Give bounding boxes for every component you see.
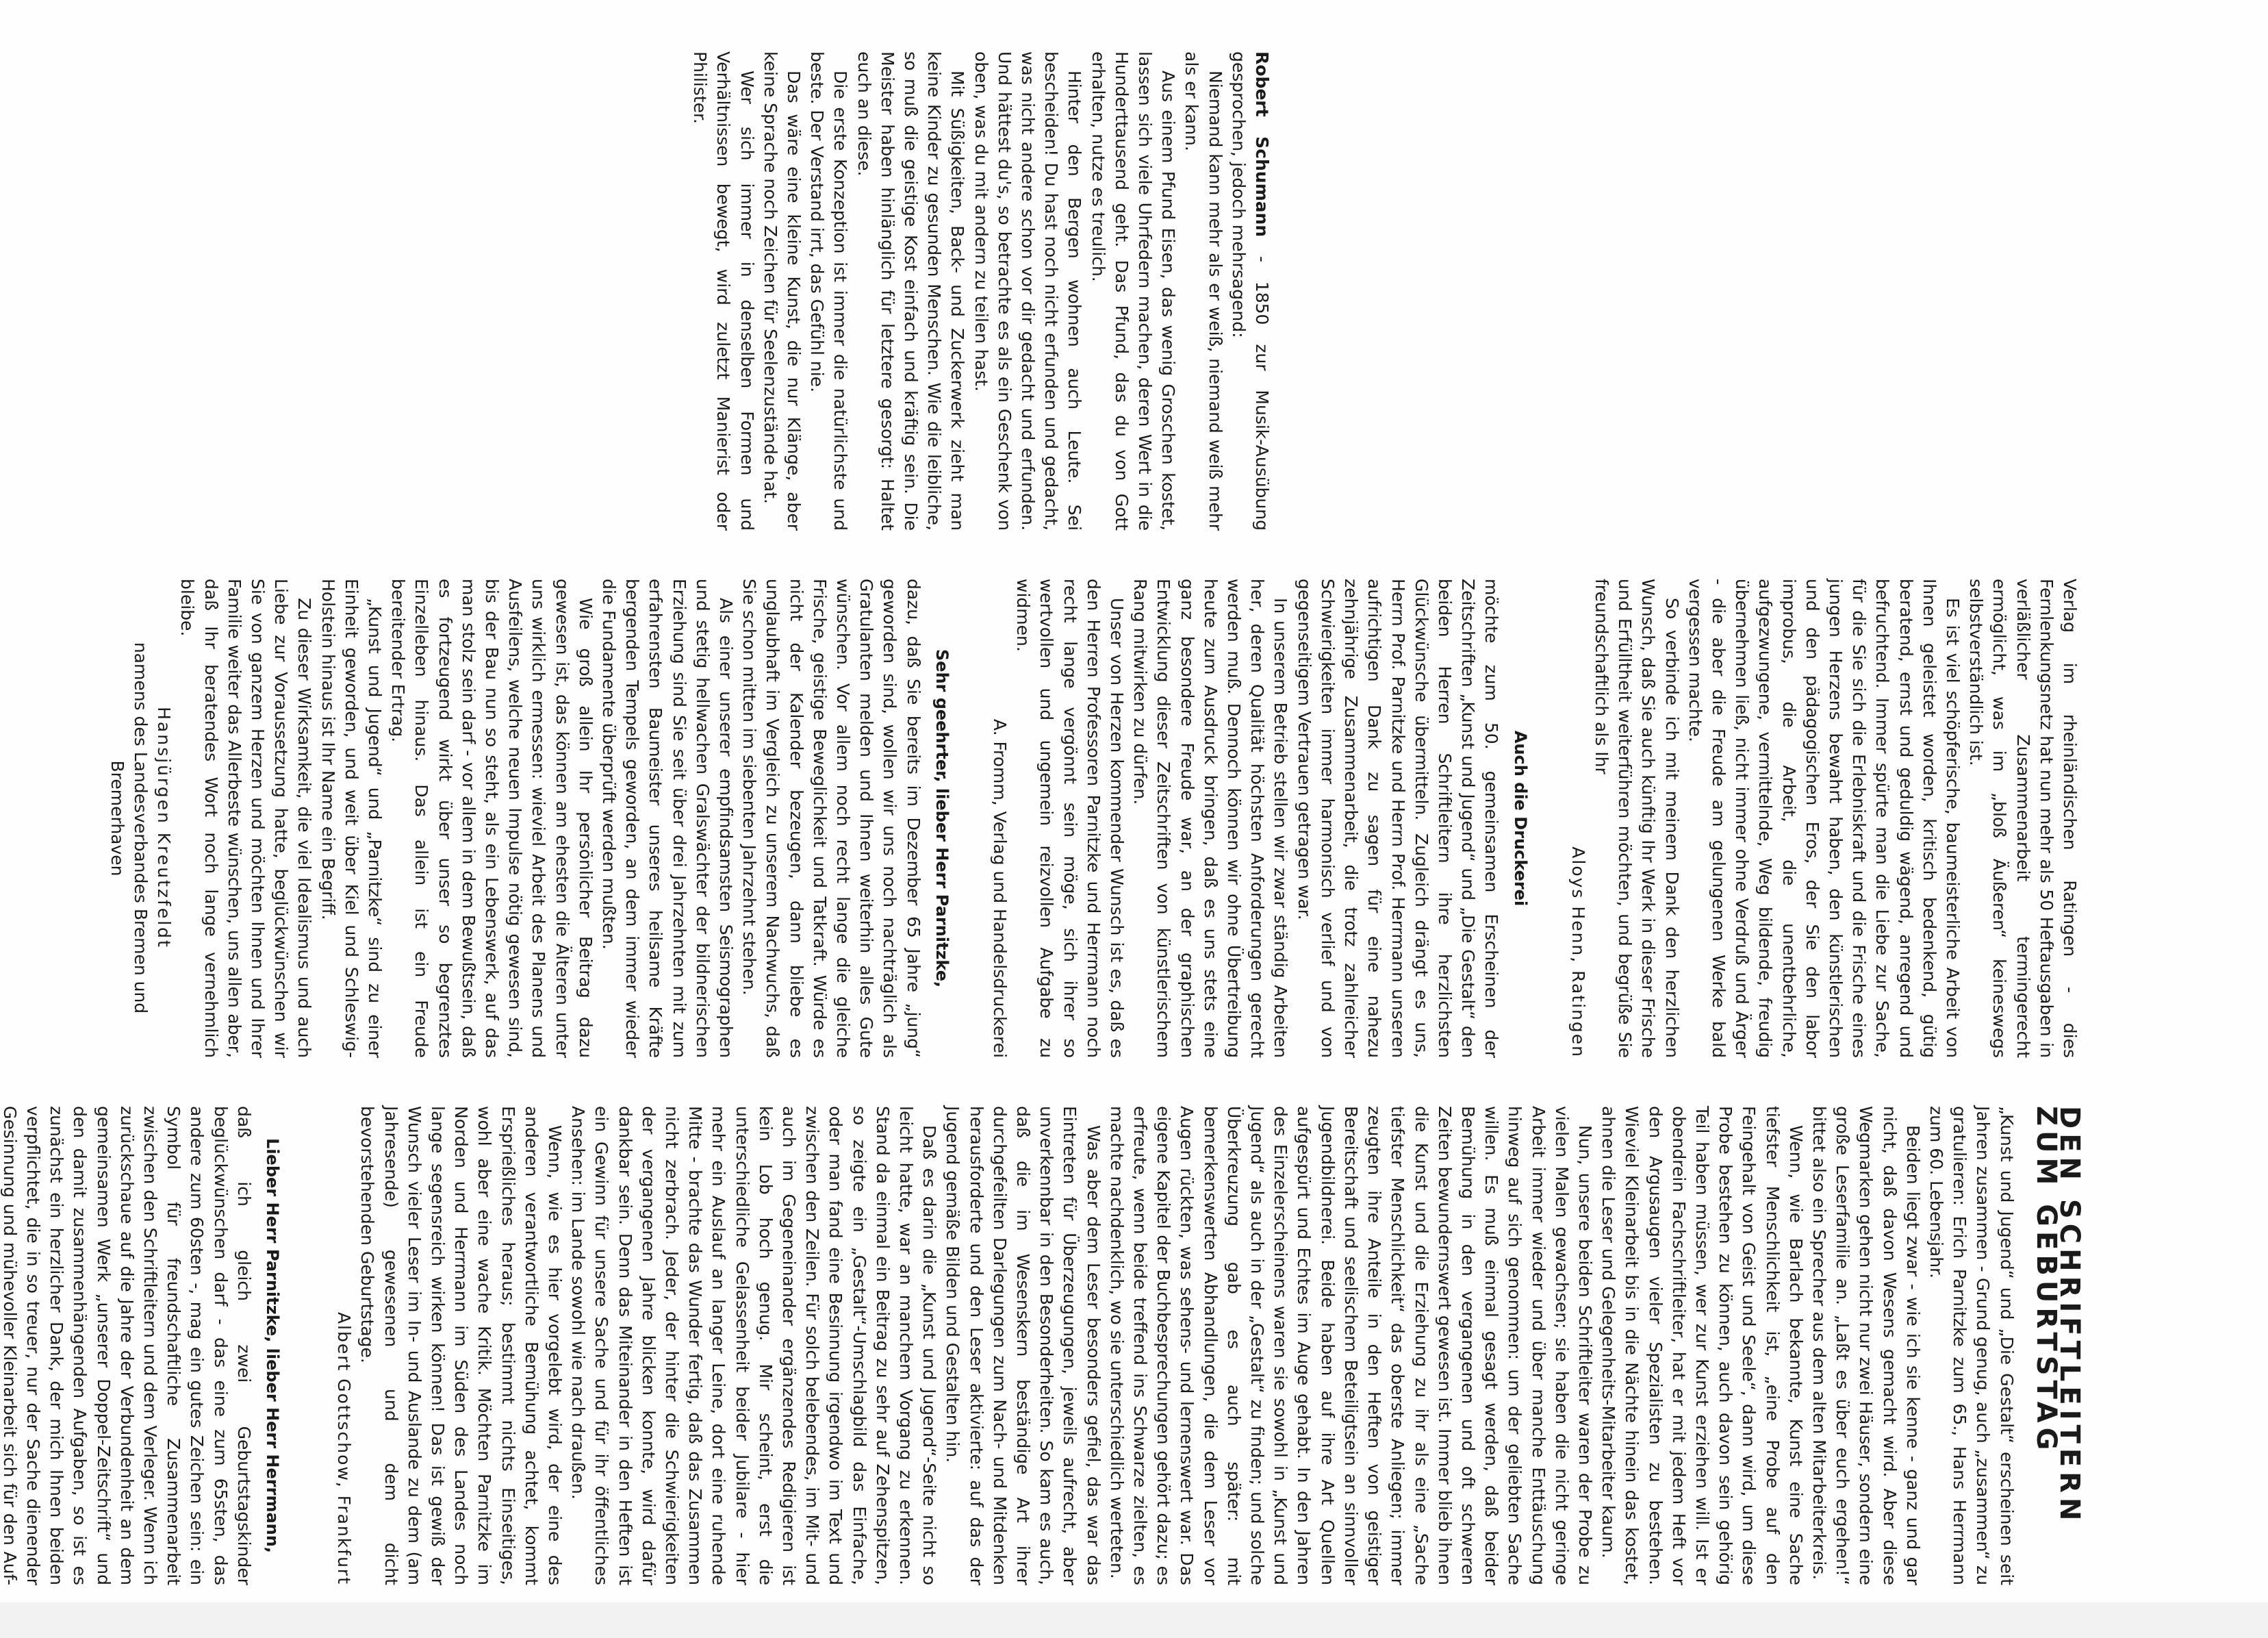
section-heading: Lieber Herr Parnitzke, lieber Herr Herrmann, <box>262 1138 282 1553</box>
paragraph: möchte zum 50. gemeinsamen Erscheinen der Zeitschriften „Kunst und Jugend“ und „Die Gestalt“ den beiden Herren Schriftleitern ihre herzlichsten Glückwünsche übermitteln. Zugleich drängt es uns, Herrn Prof. Parnitzke und Herrn Prof. Herrmann unseren aufrichtigen Dank zu sagen für eine nahezu zehnjährige Zusammenarbeit, die trotz zahlreicher Schwierigkeiten immer harmonisch verlief und von gegenseitigem Vertrauen getragen war. <box>1294 579 1502 1058</box>
paragraph: Unser von Herzen kommender Wunsch ist es, daß es den Herren Professoren Parnitzke und Herrmann noch recht lange vergönnt sein möge, sich ihrer so wertvollen und ungemein reizvollen Aufgabe zu widmen. <box>1013 579 1127 1058</box>
rotated-magazine-page <box>0 38 2122 1599</box>
paragraph: Als einer unserer empfindsamsten Seismographen und stetig hellwachen Gralswächter der bildnerischen Erziehung sind Sie seit über drei Jahrzehnten mit zum erfahrensten Baumeister unseres heilsame Kräfte bergenden Tempels geworden, an dem immer wieder die Fundamente überprüft werden mußten. <box>599 579 737 1058</box>
scan-edge <box>0 1602 2268 1638</box>
signature: A. Fromm, Verlag und Handelsdruckerei <box>990 718 1010 1058</box>
column-3 <box>688 51 2081 531</box>
paragraph: Niemand kann mehr als er weiß, niemand weiß mehr als er kann. <box>1182 51 1225 531</box>
paragraph: Wer sich immer in denselben Formen und Verhältnissen bewegt, wird zuletzt Manierist oder Philister. <box>690 51 757 531</box>
quote-intro <box>1227 51 1273 531</box>
article-title: DEN SCHRIFTLEITERN ZUM GEBURTSTAG <box>2030 1106 2085 1526</box>
paragraph: Beiden liegt zwar - wie ich sie kenne - ganz und gar nicht, daß davon Wesens gemacht wird. Aber diese Wegmarken gehen nicht nur zwei Häuser, sondern eine große Leserfamilie an. „Laßt es über euch ergehen!“ bittet also ein Sprecher aus dem alten Mitarbeiterkreis. <box>1809 1106 1923 1585</box>
signature: Hansjürgen Kreutzfeldt <box>154 707 175 949</box>
author-name: Robert Schumann <box>1252 51 1272 238</box>
signature-affiliation: namens des Landesverbandes Bremen und Bremerhaven <box>107 642 151 1014</box>
signature: Aloys Henn, Ratingen <box>1568 846 1588 1058</box>
paragraph: Verlag im rheinländischen Ratingen - dies Fernlenkungsnetz hat nun mehr als 50 Heftausgaben in verläßlicher Zusammenarbeit termingerecht ermöglicht, was im „bloß Äußeren“ keineswegs selbstverständlich ist. <box>1966 579 2080 1058</box>
section-heading: Sehr geehrter, lieber Herr Parnitzke, <box>932 648 952 988</box>
paragraph: Was aber dem Leser besonders gefiel, das war das Eintreten für Überzeugungen, jeweils aufrecht, aber unverkennbar in den Besonderheiten. So kam es auch, daß die im Wesenskern beständige Art ihrer durchgefeilten Darlegungen zum Nach- und Mitdenken herausforderte und den Leser aktivierte: auf das der Jugend gemäße Bilden und Gestalten hin. <box>943 1106 1104 1585</box>
column-2 <box>105 579 2081 1058</box>
paragraph: Das wäre eine kleine Kunst, die nur Klänge, aber keine Sprache noch Zeichen für Seelenzustände hat. <box>760 51 804 531</box>
section-heading: Auch die Druckerei <box>1510 730 1530 907</box>
paragraph: Hinter den Bergen wohnen auch Leute. Sei bescheiden! Du hast noch nicht erfunden und gedacht, was nicht andere schon vor dir gedacht und erfunden. Und hättest du's, so betrachte es als ein Geschenk von oben, was du mit andern zu teilen hast. <box>971 51 1085 531</box>
signature: Albert Gottschow, Frankfurt <box>334 1311 355 1585</box>
paragraph: Wenn, wie es hier vorgelebt wird, der eine des anderen verantwortliche Bemühung achtet, kommt Ersprießliches heraus; bestimmt nichts Einseitiges, wohl aber eine wache Kritik. Möchten Parnitzke im Norden und Herrmann im Süden des Landes noch lange segensreich wirken können! Das ist gewiß der Wunsch vieler Leser im In- und Auslande zu dem (am Jahresende) gewesenen und dem dicht bevorstehenden Geburtstage. <box>357 1106 565 1585</box>
paragraph: Nun, unsere beiden Schriftleiter waren der Probe zu vielen Malen gewachsen; sie haben die nicht geringe Arbeit immer wieder und über manche Enttäuschung hinweg auf sich genommen: um der geliebten Sache willen. Es muß einmal gesagt werden, daß beider Bemühung in den vergangenen und oft schweren Zeiten bewundernswert gewesen ist. Immer blieb ihnen die Kunst und die Erziehung zu ihr als eine „Sache tiefster Menschlichkeit“ das oberste Anliegen; immer zeugten ihre Anteile in den Heften von geistiger Bereitschaft und seelischem Beteiligtsein an sinnvoller Jugendbildnerei. Beide haben auf ihre Art Quellen aufgespürt und Echtes im Auge gehabt. In den Jahren des Einzelerscheinens waren sie sowohl in „Kunst und Jugend“ als auch in der „Gestalt“ zu finden; und solche Überkreuzung gab es auch später: mit bemerkenswerten Abhandlungen, die dem Leser vor Augen rückten, was sehens- und lernenswert war. Das eigene Kapitel der Buchbesprechungen gehört dazu; es erfreute, wenn beide treffend ins Schwarze zielten, es machte nachdenklich, wo sie unterschiedlich werteten. <box>1106 1106 1595 1585</box>
column-1 <box>0 1106 2085 1585</box>
quote-intro-rest: - 1850 zur Musik-Ausübung gesprochen, jedoch mehrsagend: <box>1228 51 1272 531</box>
paragraph: Wie groß allein Ihr persönlicher Beitrag dazu gewesen ist, das können am ehesten die Älteren unter uns wirklich ermessen: wieviel Arbeit des Planens und Ausfeilens, welche neuen Impulse nötig gewesen sind, bis der Bau nun so steht, als ein Lebenswerk, auf das man stolz sein darf - vor allem in dem Bewußtsein, daß es fortzeugend wirkt über unser so begrenztes Einzelleben hinaus. Das allein ist ein Freude bereitender Ertrag. <box>388 579 596 1058</box>
paragraph: In unserem Betrieb stellen wir zwar ständig Arbeiten her, deren Qualität höchsten Anforderungen gerecht werden muß. Dennoch können wir ohne Übertreibung heute zum Ausdruck bringen, daß es uns stets eine ganz besondere Freude war, an der graphischen Entwicklung dieser Zeitschriften von künstlerischem Rang mitwirken zu dürfen. <box>1130 579 1291 1058</box>
paragraph: Es ist viel schöpferische, baumeisterliche Arbeit von Ihnen geleistet worden, kritisch bedenkend, gütig beratend, ernst und geduldig wägend, anregend und befruchtend. Immer spürte man die Liebe zur Sache, für die Sie sich die Erlebniskraft und die Frische eines jungen Herzens bewahrt haben, den künstlerischen und den pädagogischen Eros, der Sie den labor improbus, die Arbeit, die unentbehrliche, aufgezwungene, vermittelnde, Weg bildende, freudig übernehmen ließ, nicht immer ohne Verdruß und Ärger - die aber die Freude am gelungenen Werke bald vergessen machte. <box>1685 579 1963 1058</box>
paragraph: Mit Süßigkeiten, Back- und Zuckerwerk zieht man keine Kinder zu gesunden Menschen. Wie die leibliche, so muß die geistige Kost einfach und kräftig sein. Die Meister haben hinlänglich für letztere gesorgt: Haltet euch an diese. <box>854 51 968 531</box>
paragraph: Die erste Konzeption ist immer die natürlichste und beste. Der Verstand irrt, das Gefühl nie. <box>807 51 851 531</box>
paragraph: Daß es darin die „Kunst und Jugend“-Seite nicht so leicht hatte, war an manchem Vorgang zu erkennen. Stand da einmal ein Beitrag zu sehr auf Zehenspitzen, so zeigte ein „Gestalt“-Umschlagbild das Einfache, oder man fand eine Besinnung irgendwo im Text und zwischen den Zeilen. Für solch belebendes, im Mit- und auch im Gegeneinander ergänzendes Redigieren ist kein Lob hoch genug. Mir scheint, erst die unterschiedliche Gelassenheit beider Jubilare - hier mehr ein Auslauf an langer Leine, dort eine ruhende Mitte - brachte das Wunder fertig, daß das Zusammen nicht zerbrach. Jeder, der hinter die Schwierigkeiten der vergangenen Jahre blicken konnte, wird dafür dankbar sein. Denn das Miteinander in den Heften ist ein Gewinn für unsere Sache und für ihr öffentliches Ansehen: im Lande sowohl wie nach draußen. <box>568 1106 940 1585</box>
paragraph: Zu dieser Wirksamkeit, die viel Idealismus und auch Liebe zur Voraussetzung hatte, beglückwünschen wir Sie von ganzem Herzen und möchten Ihnen und Ihrer Familie weiter das Allerbeste wünschen, uns allen aber, daß Ihr beratendes Wort noch lange vernehmlich bleibe. <box>177 579 315 1058</box>
paragraph: daß ich gleich zwei Geburtstagskinder beglückwünschen darf - das eine zum 65sten, das andere zum 60sten -, mag ein gutes Zeichen sein: ein Symbol für freundschaftliche Zusammenarbeit zwischen den Schriftleitern und dem Verleger. Wenn ich zurückschaue auf die Jahre der Verbundenheit an dem gemeinsamen Werk „unserer Doppel-Zeitschrift“ und den damit zusammenhängenden Aufgaben, so ist es zunächst ein herzlicher Dank, der mich Ihnen beiden verpflichtet, die in so treuer, nur der Sache dienender Gesinnung und mühevoller Kleinarbeit sich für den Auf- <box>0 1106 254 1585</box>
paragraph: So verbinde ich mit meinem Dank den herzlichen Wunsch, daß Sie auch künftig Ihr Werk in dieser Frische und Erfülltheit weiterführen möchten, und begrüße Sie freundschaftlich als Ihr <box>1591 579 1682 1058</box>
paragraph: dazu, daß Sie bereits im Dezember 65 Jahre „jung“ geworden sind, wollen wir uns noch nachträglich als Gratulanten melden und Ihnen weiterhin alles Gute wünschen. Vor allem noch recht lange die gleiche Frische, geistige Beweglichkeit und Tatkraft. Würde es nicht der Kalender bezeugen, dann bliebe es unglaubhaft im Vergleich zu unserem Nachwuchs, daß Sie schon mitten im siebenten Jahrzehnt stehen. <box>739 579 923 1058</box>
paragraph: Aus einem Pfund Eisen, das wenig Groschen kostet, lassen sich viele Uhrfedern machen, deren Wert in die Hunderttausend geht. Das Pfund, das du von Gott erhalten, nutze es treulich. <box>1088 51 1179 531</box>
paragraph: „Kunst und Jugend“ und „Parnitzke“ sind zu einer Einheit geworden, und weit über Kiel und Schleswig-Holstein hinaus ist Ihr Name ein Begriff. <box>318 579 385 1058</box>
paragraph: „Kunst und Jugend“ und „Die Gestalt“ erscheinen seit Jahren zusammen - Grund genug, auch „zusammen“ zu gratulieren: Erich Parnitzke zum 65., Hans Herrmann zum 60. Lebensjahr. <box>1926 1106 2017 1585</box>
paragraph: Wenn, wie Barlach bekannte, Kunst eine Sache tiefster Menschlichkeit ist, „eine Probe auf den Feingehalt von Geist und Seele“, dann wird, um diese Probe bestehen zu können, auch davon sein gehörig Teil haben müssen, wer zur Kunst erziehen will. Ist er obendrein Fachschriftleiter, hat er mit jedem Heft vor den Argusaugen vieler Spezialisten zu bestehen. Wieviel Kleinarbeit bis in die Nächte hinein das kostet, ahnen die Leser und Gelegenheits-Mitarbeiter kaum. <box>1598 1106 1806 1585</box>
